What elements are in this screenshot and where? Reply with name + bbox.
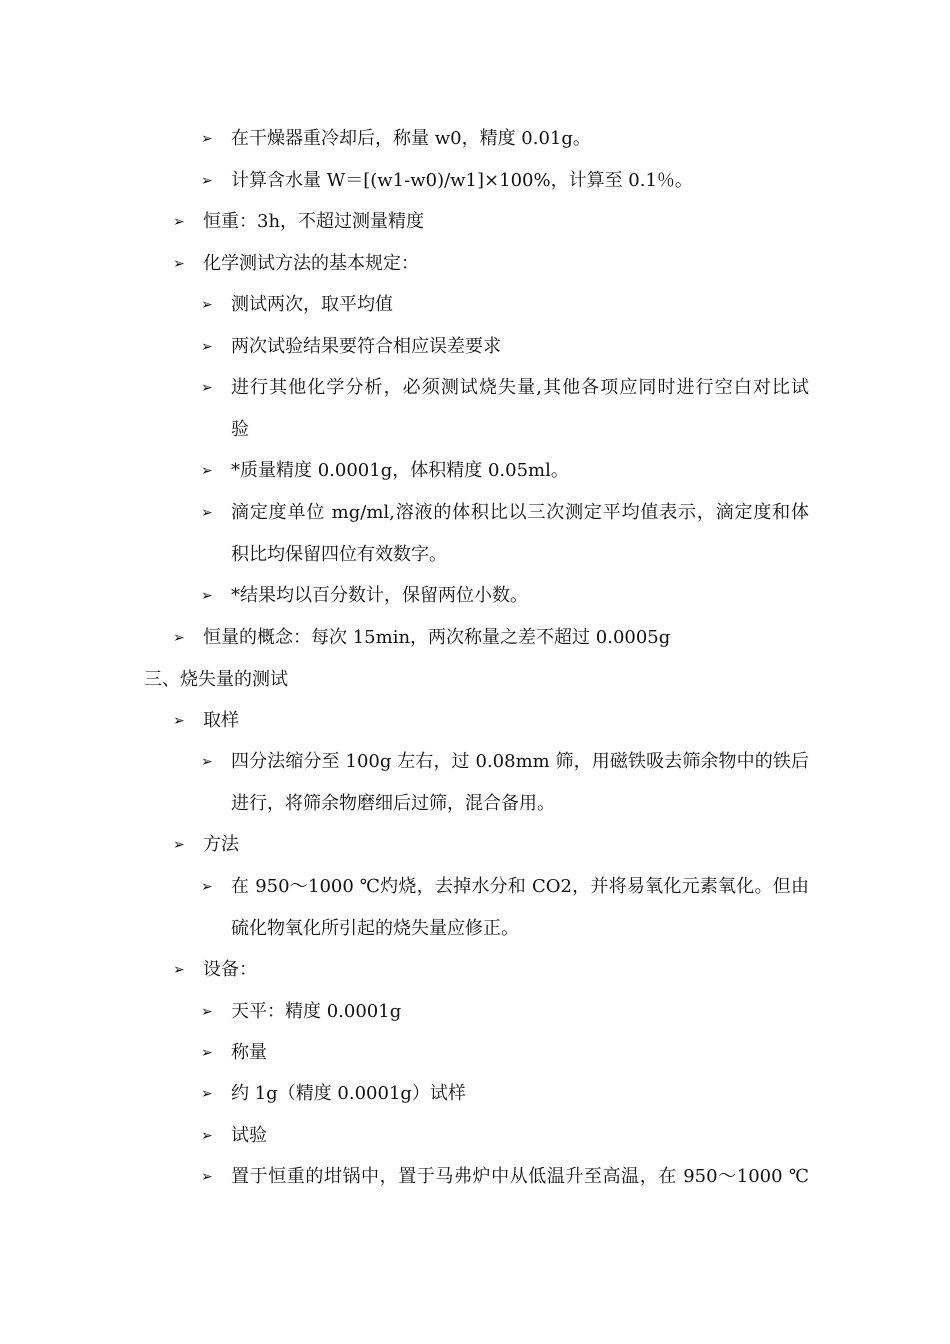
bullet-arrow-icon: ➢ [201, 380, 213, 396]
list-item-text: 置于恒重的坩锅中，置于马弗炉中从低温升至高温，在 950～1000 ℃ [231, 1166, 809, 1187]
list-item-text: 约 1g（精度 0.0001g）试样 [231, 1083, 466, 1104]
bullet-arrow-icon: ➢ [201, 1128, 213, 1144]
list-item-text: *质量精度 0.0001g，体积精度 0.05ml。 [231, 460, 569, 481]
bullet-arrow-icon: ➢ [201, 131, 213, 147]
bullet-arrow-icon: ➢ [173, 713, 185, 729]
list-item-text: 滴定度单位 mg/ml,溶液的体积比以三次测定平均值表示，滴定度和体 [231, 502, 809, 523]
bullet-arrow-icon: ➢ [201, 879, 213, 895]
bullet-arrow-icon: ➢ [201, 1045, 213, 1061]
list-item-text: 设备： [203, 959, 257, 980]
list-item-text: 进行其他化学分析，必须测试烧失量,其他各项应同时进行空白对比试 [231, 377, 809, 398]
bullet-arrow-icon: ➢ [201, 1086, 213, 1102]
list-item-text: 在 950～1000 ℃灼烧，去掉水分和 CO2，并将易氧化元素氧化。但由 [231, 876, 809, 897]
list-item-text: 两次试验结果要符合相应误差要求 [231, 336, 501, 357]
list-item-text: 化学测试方法的基本规定： [203, 253, 419, 274]
list-item-text: 测试两次，取平均值 [231, 294, 393, 315]
section-heading: 三、烧失量的测试 [144, 669, 288, 690]
bullet-arrow-icon: ➢ [201, 1004, 213, 1020]
bullet-arrow-icon: ➢ [201, 588, 213, 604]
bullet-arrow-icon: ➢ [173, 837, 185, 853]
bullet-arrow-icon: ➢ [201, 339, 213, 355]
list-item-text: 恒量的概念：每次 15min，两次称量之差不超过 0.0005g [203, 627, 671, 648]
list-item-text: 称量 [231, 1042, 267, 1063]
list-item-text: 在干燥器重冷却后，称量 w0，精度 0.01g。 [231, 128, 591, 149]
bullet-arrow-icon: ➢ [201, 505, 213, 521]
bullet-arrow-icon: ➢ [173, 630, 185, 646]
list-item-text: *结果均以百分数计，保留两位小数。 [231, 585, 528, 606]
bullet-arrow-icon: ➢ [201, 297, 213, 313]
list-item-text: 试验 [231, 1125, 267, 1146]
bullet-arrow-icon: ➢ [173, 214, 185, 230]
list-item-text: 取样 [203, 710, 239, 731]
bullet-arrow-icon: ➢ [201, 173, 213, 189]
list-item-text: 四分法缩分至 100g 左右，过 0.08mm 筛，用磁铁吸去筛余物中的铁后 [231, 751, 809, 772]
list-item-text: 计算含水量 W＝[(w1-w0)/w1]×100%，计算至 0.1％。 [231, 170, 693, 191]
bullet-arrow-icon: ➢ [173, 256, 185, 272]
bullet-arrow-icon: ➢ [173, 962, 185, 978]
list-item-text: 积比均保留四位有效数字。 [231, 544, 447, 565]
list-item-text: 进行，将筛余物磨细后过筛，混合备用。 [231, 793, 555, 814]
bullet-arrow-icon: ➢ [201, 463, 213, 479]
list-item-text: 硫化物氧化所引起的烧失量应修正。 [231, 918, 519, 939]
list-item-text: 验 [231, 419, 249, 440]
list-item-text: 恒重：3h，不超过测量精度 [203, 211, 425, 232]
list-item-text: 天平：精度 0.0001g [231, 1001, 402, 1022]
list-item-text: 方法 [203, 834, 239, 855]
bullet-arrow-icon: ➢ [201, 754, 213, 770]
bullet-arrow-icon: ➢ [201, 1169, 213, 1185]
